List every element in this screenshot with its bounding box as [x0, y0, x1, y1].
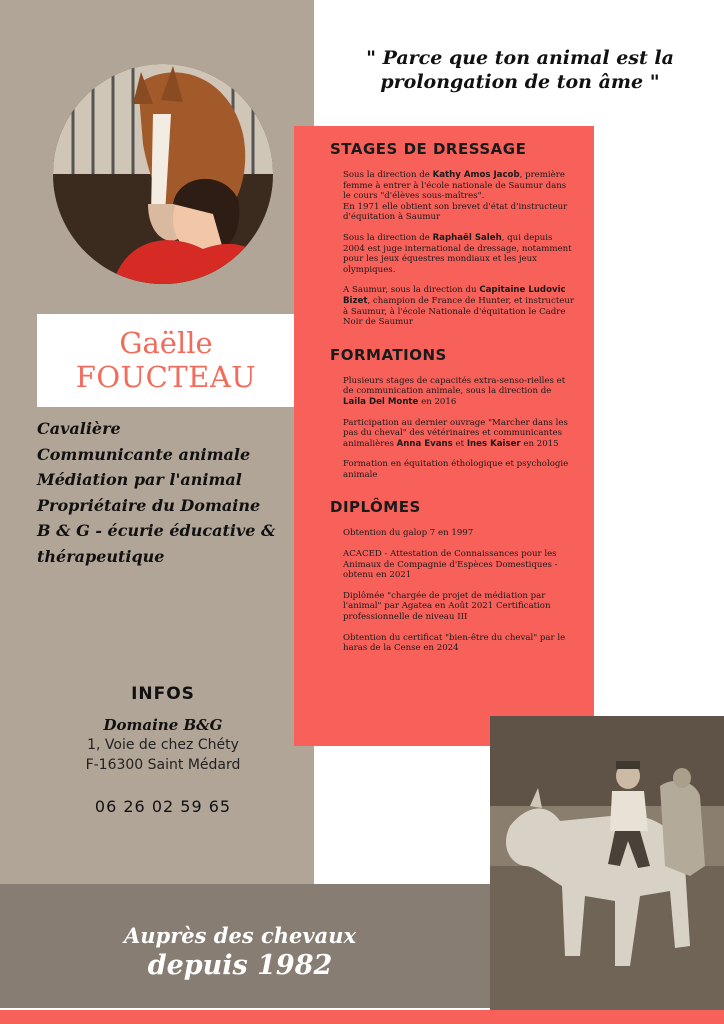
roles-list [37, 416, 309, 569]
entry: Diplômée "chargée de projet de médiation par l'animal" par Agatea en Août 2021 Certification professionnelle de niveau III [343, 590, 551, 623]
entries-list [330, 376, 576, 481]
section-formations [330, 346, 576, 481]
entry: Obtention du certificat "bien-être du cheval" par le haras de la Cense en 2024 [343, 632, 566, 654]
address-line-1: 1, Voie de chez Chéty [87, 737, 239, 753]
tagline-line-1: Auprès des chevaux [124, 923, 356, 948]
entries-list [330, 528, 576, 653]
vintage-horse-photo [490, 716, 724, 1010]
role-item: thérapeutique [37, 546, 165, 566]
address-line-2: F-16300 Saint Médard [85, 757, 241, 773]
experience-panel [294, 126, 594, 746]
entry: Sous la direction de Kathy Amos Jacob, première femme à entrer à l'école nationale de Saumur dans le cours "d'élèves sous-maîtres". En 1971 elle obtient son brevet d'état d'instructeur d'équitation à Saumur [343, 170, 568, 223]
section-diplomes [330, 498, 576, 653]
phone-number[interactable]: 06 26 02 59 65 [94, 797, 232, 816]
quote: " Parce que ton animal est la prolongation de ton âme " [366, 47, 674, 93]
entry: Formation en équitation éthologique et psychologie animale [343, 459, 569, 480]
section-title: FORMATIONS [330, 345, 447, 364]
entry: Plusieurs stages de capacités extra-senso-rielles et de communication animale, sous la direction de Laila Del Monte en 2016 [343, 375, 566, 407]
tagline [50, 923, 430, 983]
entry: ACACED - Attestation de Connaissances pour les Animaux de Compagnie d'Espèces Domestiques - obtenu en 2021 [343, 549, 558, 581]
role-item: Cavalière [37, 419, 121, 438]
role-item: Communicante animale [37, 444, 251, 464]
portrait-photo [53, 64, 273, 284]
bottom-accent-line [0, 1010, 724, 1024]
entry: A Saumur, sous la direction du Capitaine Ludovic Bizet, champion de France de Hunter, et instructeur à Saumur, à l'école Nationale d'équitation le Cadre Noir de Saumur [343, 285, 574, 328]
domain-name: Domaine B&G [103, 716, 223, 734]
role-item: B & G - écurie éducative & [37, 521, 276, 540]
tagline-line-2: depuis 1982 [147, 950, 333, 981]
entries-list [330, 170, 576, 328]
role-item: Médiation par l'animal [37, 470, 242, 489]
entry: Obtention du galop 7 en 1997 [343, 528, 474, 539]
infos-block [37, 684, 289, 816]
infos-heading: INFOS [131, 684, 195, 704]
entry: Participation au dernier ouvrage "Marcher dans les pas du cheval" des vétérinaires et communicantes animalières Anna Evans et Ines Kaiser en 2015 [343, 417, 568, 449]
section-stages [330, 140, 576, 328]
entry: Sous la direction de Raphaël Saleh, qui depuis 2004 est juge international de dressage, notamment pour les jeux équestres mondiaux et les jeux olympiques. [343, 232, 572, 275]
last-name: FOUCTEAU [75, 360, 257, 394]
section-title: STAGES DE DRESSAGE [330, 140, 527, 158]
name-card [37, 314, 295, 407]
role-item: Propriétaire du Domaine [37, 495, 261, 515]
section-title: DIPLÔMES [330, 498, 421, 517]
first-name: Gaëlle [119, 326, 213, 360]
